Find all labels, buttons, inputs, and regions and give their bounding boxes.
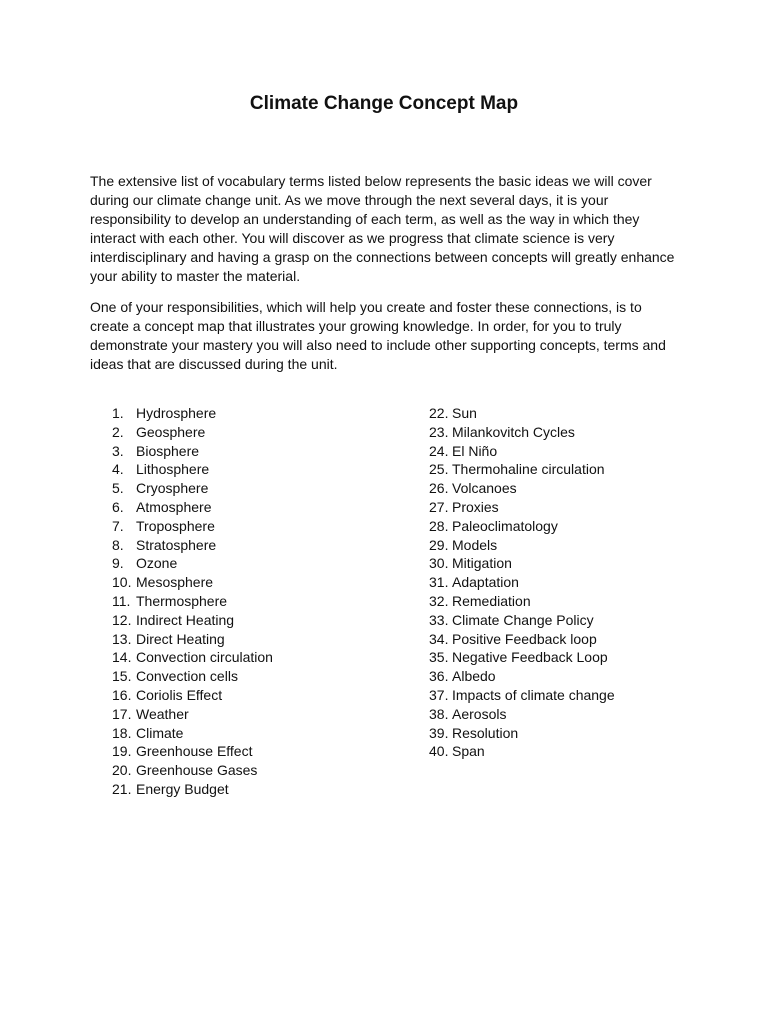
- vocabulary-item: [112, 667, 273, 686]
- item-number: 24.: [429, 442, 449, 459]
- item-number: 6.: [112, 498, 124, 515]
- vocabulary-item: [112, 648, 273, 667]
- vocabulary-item: [112, 705, 273, 724]
- vocabulary-item: [429, 536, 615, 555]
- item-term: Mesosphere: [136, 574, 214, 591]
- item-term: Aerosols: [452, 705, 507, 722]
- item-number: 16.: [112, 686, 132, 703]
- intro-paragraph: One of your responsibilities, which will help you create and foster these connections, is to create a concept map that illustrates your growing knowledge. In order, for you to truly demonstrate your mastery you will also need to include other supporting concepts, terms and ideas that are discussed during the unit.: [90, 299, 666, 372]
- vocabulary-list-left: [112, 404, 273, 799]
- item-number: 1.: [112, 405, 124, 421]
- item-term: Adaptation: [452, 574, 519, 591]
- item-number: 38.: [429, 705, 449, 722]
- item-number: 15.: [112, 668, 132, 685]
- item-term: Resolution: [452, 724, 519, 741]
- vocabulary-item: [429, 742, 615, 761]
- item-number: 12.: [112, 611, 132, 628]
- vocabulary-item: [112, 423, 273, 442]
- item-term: Direct Heating: [136, 630, 225, 647]
- vocabulary-list-right: [429, 404, 615, 761]
- item-number: 2.: [112, 423, 124, 440]
- item-term: Volcanoes: [452, 480, 517, 497]
- vocabulary-item: [429, 498, 615, 517]
- item-term: Lithosphere: [136, 461, 210, 478]
- vocabulary-item: [429, 648, 615, 667]
- item-number: 33.: [429, 611, 449, 628]
- vocabulary-item: [112, 442, 273, 461]
- vocabulary-item: [429, 592, 615, 611]
- vocabulary-item: [112, 611, 273, 630]
- vocabulary-item: [112, 517, 273, 536]
- item-term: Cryosphere: [136, 480, 209, 497]
- intro-paragraph: The extensive list of vocabulary terms listed below represents the basic ideas we will cover during our climate change unit. As we move through the next several days, it is your responsibility to develop an understanding of each term, as well as the way in which they interact with each other. You will discover as we progress that climate science is very interdisciplinary and having a grasp on the connections between concepts will greatly enhance your ability to master the material.: [90, 173, 675, 284]
- vocabulary-item: [429, 573, 615, 592]
- vocabulary-item: [112, 780, 273, 799]
- item-term: Thermohaline circulation: [452, 461, 605, 478]
- item-term: Ozone: [136, 555, 178, 572]
- item-term: Paleoclimatology: [452, 517, 558, 534]
- item-term: El Niño: [452, 442, 498, 459]
- item-number: 39.: [429, 724, 449, 741]
- vocabulary-item: [429, 479, 615, 498]
- item-number: 27.: [429, 498, 449, 515]
- vocabulary-item: [112, 554, 273, 573]
- item-term: Remediation: [452, 592, 531, 609]
- item-term: Proxies: [452, 498, 499, 515]
- item-term: Climate Change Policy: [452, 611, 594, 628]
- vocabulary-item: [429, 517, 615, 536]
- item-term: Atmosphere: [136, 498, 212, 515]
- vocabulary-item: [429, 686, 615, 705]
- item-number: 23.: [429, 423, 449, 440]
- item-number: 21.: [112, 780, 132, 797]
- item-term: Convection cells: [136, 668, 238, 685]
- item-number: 19.: [112, 743, 132, 760]
- item-number: 10.: [112, 574, 132, 591]
- vocabulary-item: [429, 423, 615, 442]
- vocabulary-item: [429, 705, 615, 724]
- vocabulary-item: [112, 460, 273, 479]
- vocabulary-item: [112, 761, 273, 780]
- vocabulary-item: [112, 573, 273, 592]
- page-title: Climate Change Concept Map: [249, 93, 519, 114]
- item-number: 26.: [429, 480, 449, 497]
- item-term: Negative Feedback Loop: [452, 649, 608, 666]
- vocabulary-item: [429, 460, 615, 479]
- item-term: Geosphere: [136, 423, 206, 440]
- item-number: 18.: [112, 724, 132, 741]
- item-number: 17.: [112, 705, 132, 722]
- item-term: Models: [452, 536, 498, 553]
- vocabulary-item: [112, 479, 273, 498]
- vocabulary-item: [429, 667, 615, 686]
- vocabulary-item: [112, 592, 273, 611]
- item-term: Greenhouse Gases: [136, 762, 258, 779]
- intro-text: [90, 172, 680, 386]
- item-number: 8.: [112, 536, 124, 553]
- item-term: Albedo: [452, 668, 496, 685]
- item-number: 34.: [429, 630, 449, 647]
- item-number: 29.: [429, 536, 449, 553]
- item-number: 22.: [429, 405, 449, 421]
- item-number: 9.: [112, 555, 124, 572]
- item-number: 30.: [429, 555, 449, 572]
- item-number: 40.: [429, 743, 449, 760]
- item-number: 4.: [112, 461, 124, 478]
- item-number: 5.: [112, 480, 124, 497]
- vocabulary-item: [112, 742, 273, 761]
- item-number: 35.: [429, 649, 449, 666]
- vocabulary-item: [112, 686, 273, 705]
- item-term: Coriolis Effect: [136, 686, 223, 703]
- vocabulary-item: [429, 442, 615, 461]
- item-number: 28.: [429, 517, 449, 534]
- item-term: Positive Feedback loop: [452, 630, 597, 647]
- item-term: Indirect Heating: [136, 611, 235, 628]
- item-term: Weather: [136, 705, 189, 722]
- item-term: Impacts of climate change: [452, 686, 615, 703]
- vocabulary-item: [429, 724, 615, 743]
- vocabulary-item: [429, 630, 615, 649]
- vocabulary-item: [112, 536, 273, 555]
- item-term: Stratosphere: [136, 536, 217, 553]
- vocabulary-item: [112, 724, 273, 743]
- item-term: Mitigation: [452, 555, 512, 572]
- vocabulary-item: [112, 630, 273, 649]
- item-number: 11.: [112, 592, 131, 609]
- item-term: Hydrosphere: [136, 405, 217, 421]
- item-term: Biosphere: [136, 442, 200, 459]
- item-term: Sun: [452, 405, 477, 421]
- item-term: Energy Budget: [136, 780, 229, 797]
- item-number: 25.: [429, 461, 449, 478]
- item-number: 36.: [429, 668, 449, 685]
- item-number: 32.: [429, 592, 449, 609]
- item-term: Greenhouse Effect: [136, 743, 253, 760]
- vocabulary-item: [112, 498, 273, 517]
- item-term: Convection circulation: [136, 649, 273, 666]
- item-term: Milankovitch Cycles: [452, 423, 575, 440]
- item-number: 13.: [112, 630, 132, 647]
- item-term: Span: [452, 743, 485, 760]
- vocabulary-item: [429, 404, 615, 423]
- item-term: Troposphere: [136, 517, 215, 534]
- vocabulary-item: [429, 554, 615, 573]
- item-number: 31.: [429, 574, 449, 591]
- item-number: 7.: [112, 517, 124, 534]
- vocabulary-item: [429, 611, 615, 630]
- item-term: Thermosphere: [136, 592, 228, 609]
- item-number: 3.: [112, 442, 124, 459]
- item-number: 20.: [112, 762, 132, 779]
- item-term: Climate: [136, 724, 184, 741]
- vocabulary-item: [112, 404, 273, 423]
- item-number: 14.: [112, 649, 132, 666]
- item-number: 37.: [429, 686, 449, 703]
